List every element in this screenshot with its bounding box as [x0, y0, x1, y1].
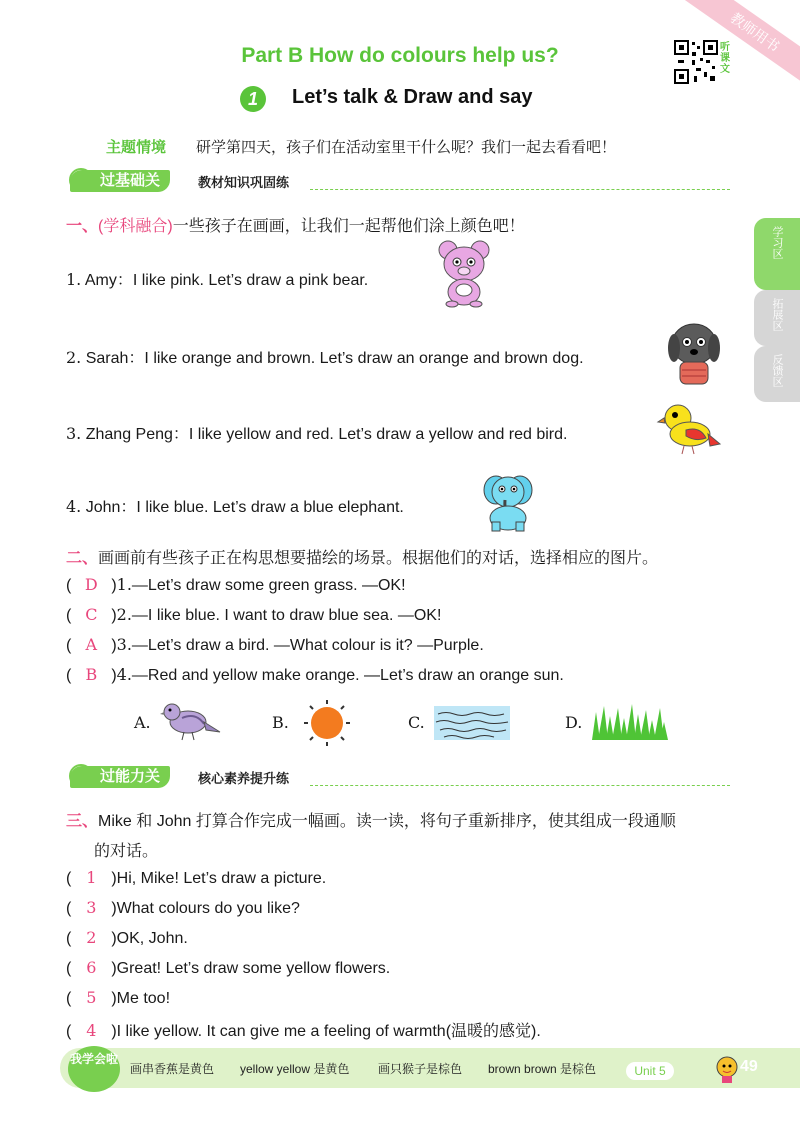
item-number: 2.: [66, 348, 82, 367]
paren-open: (: [66, 1023, 72, 1040]
q3-item-3: [66, 928, 188, 948]
paren-open: (: [66, 900, 72, 917]
item-text: —I like blue. I want to draw blue sea. —OK!: [131, 607, 442, 624]
orange-sun-icon: [300, 698, 354, 748]
item-text: I like orange and brown. Let’s draw an orange and brown dog.: [144, 350, 584, 367]
q3-item-2: [66, 898, 300, 918]
item-text: —Let’s draw some green grass. —OK!: [131, 577, 406, 594]
section-divider: [310, 189, 730, 190]
paren-open: (: [66, 990, 72, 1007]
item-text: I like yellow and red. Let’s draw a yellow and red bird.: [188, 426, 568, 443]
item-speaker: John：: [85, 499, 137, 516]
item-number: 3.: [116, 635, 132, 654]
paren-open: (: [66, 930, 72, 947]
section-divider: [310, 785, 730, 786]
qr-label: 听课文: [720, 42, 730, 75]
blue-elephant-icon: [474, 470, 542, 532]
answer[interactable]: A: [85, 635, 98, 654]
paren-open: (: [66, 960, 72, 977]
lesson-number-badge: 1: [240, 86, 266, 112]
item-text: OK, John.: [116, 930, 188, 947]
paren-close: ): [111, 637, 117, 654]
question-number: 二、: [66, 550, 99, 567]
item-speaker: Amy：: [84, 272, 133, 289]
q1-item-4: [66, 494, 404, 517]
pink-bear-icon: [436, 238, 492, 308]
q2-item-2: [66, 605, 441, 625]
question-3-heading: [66, 808, 676, 831]
footer-rhyme-2: yellow yellow 是黄色: [240, 1062, 350, 1076]
teacher-edition-ribbon: 教师用书: [677, 0, 800, 92]
paren-close: ): [111, 667, 117, 684]
side-tab-label: 反馈区: [771, 354, 783, 387]
paren-close: ): [111, 607, 117, 624]
question-3-heading-cont: 的对话。: [94, 843, 159, 860]
item-text: I like yellow. It can give me a feeling of warmth(温暖的感觉).: [116, 1023, 541, 1040]
footer-badge: 我学会啦: [68, 1046, 120, 1092]
answer[interactable]: D: [84, 575, 98, 594]
question-number: 一、: [66, 218, 99, 235]
q3-item-1: [66, 868, 326, 888]
paren-open: (: [66, 607, 72, 624]
item-text: Great! Let’s draw some yellow flowers.: [116, 960, 391, 977]
paren-close: ): [111, 960, 117, 977]
q3-item-4: [66, 958, 390, 978]
question-2-heading: [66, 545, 658, 568]
question-1-heading: [66, 213, 525, 236]
scene-text: 研学第四天，孩子们在活动室里干什么呢？我们一起去看看吧！: [196, 138, 617, 156]
paren-open: (: [66, 637, 72, 654]
footer-rhyme-4: brown brown 是棕色: [488, 1062, 597, 1076]
q1-item-3: [66, 421, 567, 444]
green-grass-icon: [590, 704, 668, 740]
item-number: 1.: [116, 575, 132, 594]
item-text: What colours do you like?: [116, 900, 300, 917]
side-tab-study[interactable]: [754, 218, 800, 290]
item-text: Hi, Mike! Let’s draw a picture.: [116, 870, 327, 887]
item-text: I like pink. Let’s draw a pink bear.: [132, 272, 369, 289]
paren-close: ): [111, 1023, 117, 1040]
option-a-label: A.: [134, 713, 151, 732]
lesson-title: Let’s talk & Draw and say: [292, 86, 533, 108]
item-speaker: Sarah：: [85, 350, 145, 367]
q3-item-6: [66, 1018, 541, 1041]
mascot-icon: [714, 1054, 740, 1084]
answer[interactable]: B: [85, 665, 98, 684]
side-tab-feedback[interactable]: [754, 346, 800, 402]
section-subtitle: 核心素养提升练: [198, 771, 290, 786]
unit-label: Unit 5: [626, 1062, 674, 1080]
side-tab-label: 学习区: [771, 226, 783, 259]
item-number: 3.: [66, 424, 82, 443]
item-number: 1.: [66, 270, 82, 289]
paren-close: ): [111, 990, 117, 1007]
item-text: Me too!: [116, 990, 171, 1007]
paren-close: ): [111, 930, 117, 947]
q2-item-1: [66, 575, 406, 595]
paren-open: (: [66, 870, 72, 887]
paren-open: (: [66, 577, 72, 594]
item-speaker: Zhang Peng：: [85, 426, 189, 443]
item-text: —Red and yellow make orange. —Let’s draw an orange sun.: [131, 667, 564, 684]
item-number: 2.: [116, 605, 132, 624]
option-d-label: D.: [565, 713, 583, 732]
paren-close: ): [111, 577, 117, 594]
option-c-label: C.: [408, 713, 425, 732]
answer[interactable]: 4: [86, 1021, 97, 1040]
question-tag: (学科融合): [98, 218, 173, 235]
section-subtitle: 教材知识巩固练: [198, 175, 290, 190]
answer[interactable]: 1: [86, 868, 97, 887]
q2-item-4: [66, 665, 564, 685]
purple-bird-icon: [160, 700, 222, 742]
qr-code-icon[interactable]: [674, 40, 718, 84]
q2-item-3: [66, 635, 484, 655]
answer[interactable]: 3: [86, 898, 97, 917]
part-title: Part B How do colours help us?: [241, 44, 559, 67]
side-tab-label: 拓展区: [771, 298, 783, 331]
yellow-red-bird-icon: [656, 400, 722, 458]
side-tab-extend[interactable]: [754, 290, 800, 346]
answer[interactable]: 2: [86, 928, 97, 947]
question-text: 一些孩子在画画，让我们一起帮他们涂上颜色吧！: [172, 218, 525, 235]
section-bar-basic: [70, 170, 730, 194]
footer-rhyme-1: 画串香蕉是黄色: [130, 1062, 215, 1076]
question-text: Mike 和 John 打算合作完成一幅画。读一读，将句子重新排序，使其组成一段通顺: [98, 813, 676, 830]
answer[interactable]: C: [85, 605, 98, 624]
q1-item-1: [66, 267, 368, 290]
item-text: —Let’s draw a bird. —What colour is it? —Purple.: [131, 637, 484, 654]
item-text: I like blue. Let’s draw a blue elephant.: [136, 499, 404, 516]
answer[interactable]: 5: [86, 988, 97, 1007]
paren-open: (: [66, 667, 72, 684]
question-text: 画画前有些孩子正在构思想要描绘的场景。根据他们的对话，选择相应的图片。: [98, 550, 659, 567]
option-b-label: B.: [272, 713, 289, 732]
q3-item-5: [66, 988, 170, 1008]
page-number: 49: [740, 1058, 758, 1075]
footer-rhyme-3: 画只猴子是棕色: [378, 1062, 463, 1076]
paren-close: ): [111, 870, 117, 887]
paren-close: ): [111, 900, 117, 917]
item-number: 4.: [116, 665, 132, 684]
scene-label: 主题情境: [106, 139, 167, 156]
section-tag: 过能力关: [70, 766, 170, 788]
question-number: 三、: [66, 813, 99, 830]
brown-dog-icon: [666, 318, 722, 388]
answer[interactable]: 6: [86, 958, 97, 977]
section-bar-ability: [70, 766, 730, 790]
q1-item-2: [66, 345, 584, 368]
item-number: 4.: [66, 497, 82, 516]
blue-sea-icon: [434, 704, 510, 742]
section-tag: 过基础关: [70, 170, 170, 192]
